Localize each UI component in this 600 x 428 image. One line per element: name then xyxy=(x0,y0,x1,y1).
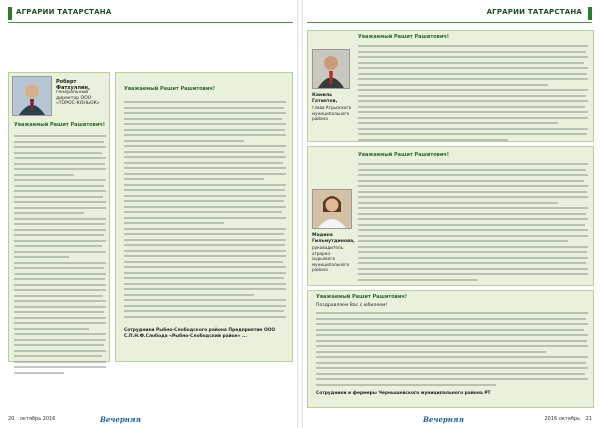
letter-body-text xyxy=(358,45,588,144)
sub-greeting: Поздравляем Вас с юбилеем! xyxy=(316,303,388,308)
greeting: Уважаемый Рашит Рашитович! xyxy=(124,86,216,92)
page-header-title: АГРАРИИ ТАТАРСТАНА xyxy=(486,8,582,16)
letter-box-2 xyxy=(115,72,293,362)
header-rule xyxy=(8,22,293,23)
issue-date: октябрь 2016 xyxy=(19,416,56,422)
letter-box-bottom xyxy=(307,290,594,408)
letter-body-text xyxy=(124,101,286,321)
letter-body-text xyxy=(14,135,106,377)
page-number-value: 20 xyxy=(8,416,15,422)
person-title: генеральный директор ООО «ТОРОС-КОНЬОК» xyxy=(56,90,100,106)
letter-body-text xyxy=(358,163,588,284)
right-page xyxy=(303,0,600,428)
page-number xyxy=(8,416,56,422)
header-accent xyxy=(588,7,592,20)
portrait-image xyxy=(13,77,51,115)
letter-box-middle xyxy=(307,146,594,286)
person-name: Мадина Гильмутдинова, xyxy=(312,233,355,244)
greeting: Уважаемый Рашит Рашитович! xyxy=(316,294,408,300)
issue-date: 2016 октябрь xyxy=(544,416,581,422)
magazine-logo: Вечерняя xyxy=(100,415,141,424)
signature: Сотрудники и фермеры Чернышевского муниципального района РТ xyxy=(316,391,491,396)
signature: Сотрудники Рыбно-Слободского района Предприятие ООО С.П.Н.Ф.Слобода «Рыбно-Слободский район» ... xyxy=(124,328,276,339)
greeting: Уважаемый Рашит Рашитович! xyxy=(14,122,106,128)
left-page xyxy=(0,0,297,428)
portrait-photo xyxy=(312,49,350,89)
person-name: Роберт Фатхуллин, xyxy=(56,79,90,91)
header-accent xyxy=(8,7,12,20)
portrait-image xyxy=(313,190,351,228)
person-title: руководитель аграрно-сырьевого муниципального района xyxy=(312,245,350,272)
portrait-image xyxy=(313,50,349,88)
greeting: Уважаемый Рашит Рашитович! xyxy=(358,34,450,40)
magazine-logo: Вечерняя xyxy=(423,415,464,424)
letter-body-text xyxy=(316,312,588,389)
greeting: Уважаемый Рашит Рашитович! xyxy=(358,152,450,158)
portrait-photo xyxy=(312,189,352,229)
page-number xyxy=(545,416,593,422)
person-title: глава Агрызского муниципального района xyxy=(312,105,352,121)
page-number-value: 21 xyxy=(585,416,592,422)
portrait-photo xyxy=(12,76,52,116)
letter-box-top xyxy=(307,30,594,142)
letter-box-1 xyxy=(8,72,110,362)
person-name: Камиль Гатиятов, xyxy=(312,93,338,104)
page-header-title: АГРАРИИ ТАТАРСТАНА xyxy=(16,8,112,16)
header-rule xyxy=(307,22,592,23)
